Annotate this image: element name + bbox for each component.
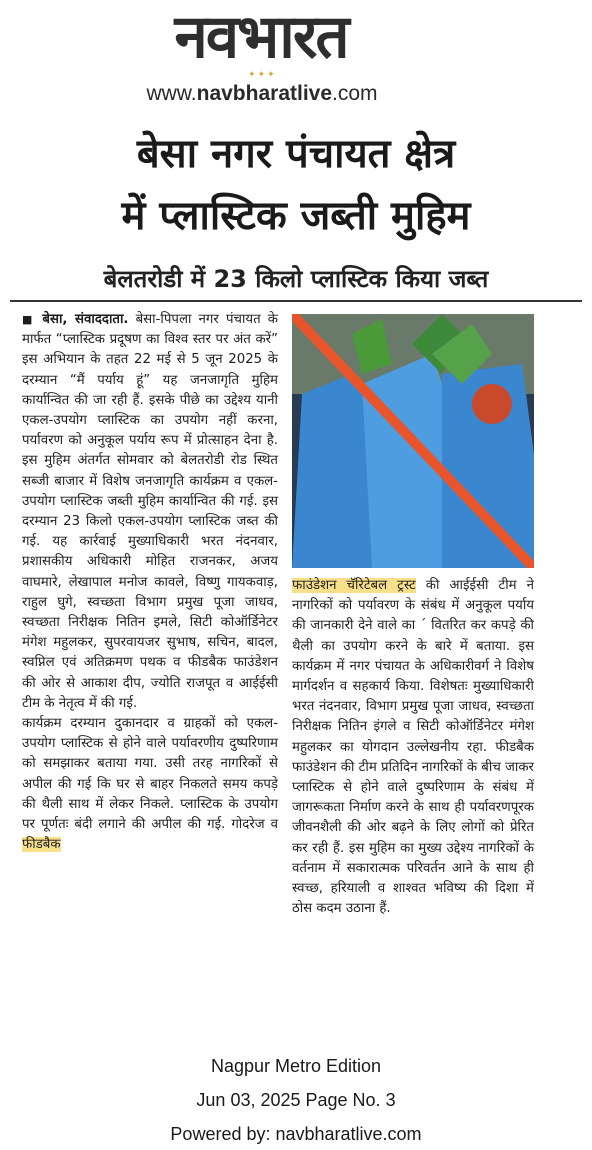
site-name: navbharatlive — [196, 82, 333, 105]
newspaper-logo: नवभारत — [174, 2, 348, 72]
article-left-column — [22, 310, 278, 855]
powered-by-label: Powered by: navbharatlive.com — [170, 1124, 422, 1144]
date-page-label: Jun 03, 2025 Page No. 3 — [196, 1090, 396, 1110]
headline-line-1: बेसा नगर पंचायत क्षेत्र — [136, 131, 456, 177]
logo-ornament-icon: ✦✦✦ — [248, 70, 277, 80]
site-suffix: .com — [332, 82, 378, 105]
site-url — [112, 82, 412, 106]
dateline: बेसा, संवाददाता. — [42, 312, 129, 327]
highlighted-text-2: फाउंडेशन चॅरिटेबल ट्रस्ट — [292, 578, 416, 593]
bullet-icon: ■ — [22, 313, 36, 326]
article-photo — [292, 314, 534, 568]
article-body-3: की आईईसी टीम ने नागरिकों को पर्यावरण के संबंध में अनुकूल पर्याय की जानकारी देने वाले का ´ वितरित कर कपड़े की थैली का उपयोग करने के बारे में बताया. इस कार्यक्रम में नगर पंचायत के अधिकारीवर्ग ने विशेष मार्गदर्शन व सहकार्य किया. विशेषतः मुख्याधिकारी भरत नंदनवार, विभाग प्रमुख पूजा जाधव, स्वच्छता निरीक्षक नितिन इंगले व सिटी कोऑर्डिनेटर मंगेश महुलकर का योगदान उल्लेखनीय रहा. फीडबैक फाउंडेशन की टीम प्रतिदिन नागरिकों के बीच जाकर प्लास्टिक से होने वाले दुष्परिणाम के संबंध में जागरूकता निर्माण करने के साथ ही पर्यावरणपूरक जीवनशैली की ओर बढ़ने के लिए लोगों को प्रेरित कर रही हैं. इस मुहिम का मुख्य उद्देश्य नागरिकों के वर्तनाम में सकारात्मक परिवर्तन आने के साथ ही स्वच्छ, हरियाली व शाश्वत भविष्य की दिशा में ठोस कदम उठाना हैं. — [292, 578, 534, 917]
edition-label: Nagpur Metro Edition — [210, 1056, 382, 1076]
subheadline: बेलतरोडी में 23 किलो प्लास्टिक किया जब्त — [103, 265, 489, 293]
headline-line-2: में प्लास्टिक जब्ती मुहिम — [121, 193, 471, 239]
article-right-column — [292, 576, 534, 919]
masthead — [0, 0, 592, 118]
article-body-1: बेसा-पिपला नगर पंचायत के मार्फत “प्लास्टिक प्रदूषण का विश्व स्तर पर अंत करें” इस अभियान के तहत 22 मई से 5 जून 2025 के दरम्यान “मैं पर्याय हूं” यह जनजागृति मुहिम कार्यान्वित की जा रही हैं. इसके पीछे का उद्देश्य यानी एकल-उपयोग प्लास्टिक का उपयोग नहीं करना, पर्यावरण को अनुकूल पर्याय रूप में प्रोत्साहन देना है. इस मुहिम अंतर्गत सोमवार को बेलतरोडी रोड स्थित सब्जी बाजार में विशेष जनजागृति कार्यक्रम व एकल-उपयोग प्लास्टिक जब्ती मुहिम कार्यान्वित की गई. इस दरम्यान 23 किलो एकल-उपयोग प्लास्टिक जब्त की गई. यह कार्रवाई मुख्याधिकारी भरत नंदनवार, प्रशासकीय अधिकारी मोहित राजनकर, अजय वाघमारे, लेखापाल मनोज कावले, विष्णु गायकवाड़, राहुल घुगे, स्वच्छता विभाग प्रमुख पूजा जाधव, स्वच्छता निरीक्षक नितिन इमले, सिटी कोऑर्डिनेटर मंगेश महुलकर, सुपरवायजर सुभाष, सचिन, बादल, स्वप्निल एवं अतिक्रमण पथक व फीडबैक फाउंडेशन की ओर से आकाश दीप, ज्योति राजपूत व आईईसी टीम के नेतृत्व में की गई. — [22, 312, 279, 711]
site-prefix: www. — [146, 82, 197, 105]
divider — [10, 300, 582, 302]
plastic-bags-image — [292, 314, 534, 568]
highlighted-text-1: फीडबैक — [22, 837, 61, 853]
article-body-2: कार्यक्रम दरम्यान दुकानदार व ग्राहकों को एकल-उपयोग प्लास्टिक से होने वाले पर्यावरणीय दुष्परिणाम को समझाकर बताया गया. उसी तरह नागरिकों से अपील की गई कि घर से बाहर निकलते समय कपड़े की थैली साथ में लेकर निकले. प्लास्टिक के उपयोग पर पूर्णतः बंदी लगाने की अपील की गई. गोदरेज व — [22, 716, 278, 833]
